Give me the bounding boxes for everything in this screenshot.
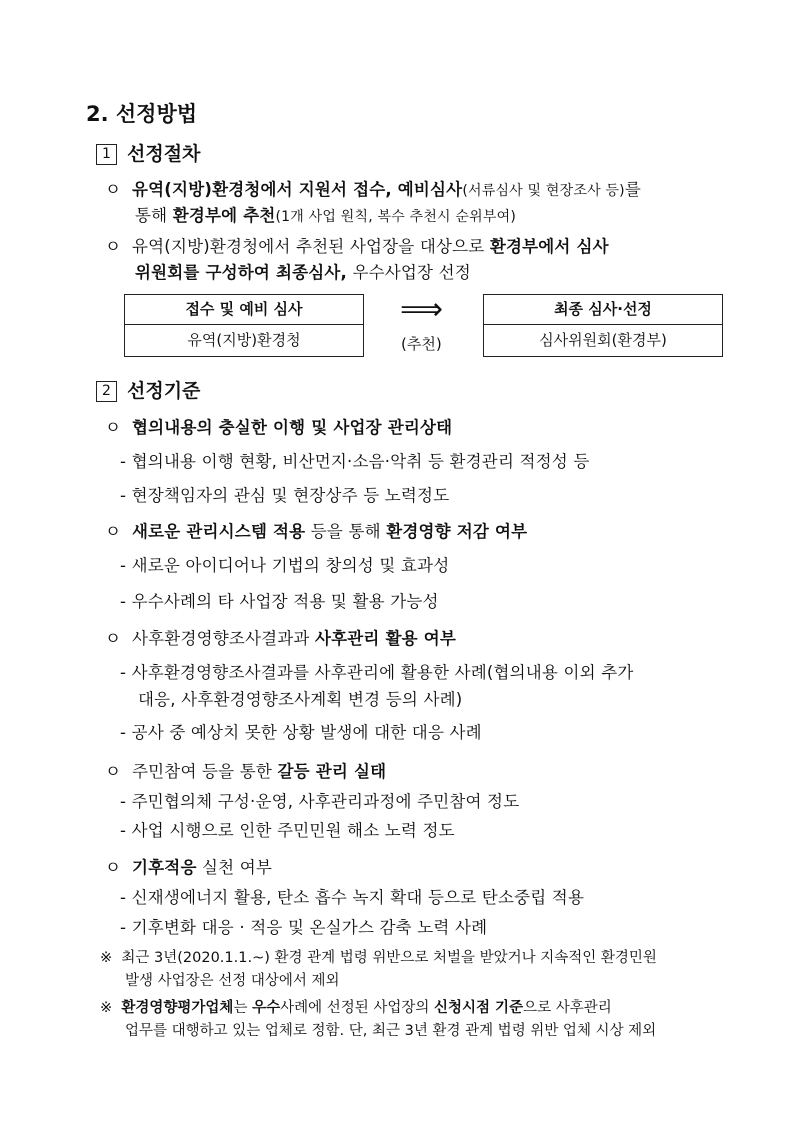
criterion-4-item-2: - 사업 시행으로 인한 주민민원 해소 노력 정도 [120, 821, 455, 840]
criterion-5-bold: 기후적응 [132, 858, 197, 877]
note-2-bold: 환경영향평가업체 [121, 1000, 234, 1016]
section-2-number: 2 [96, 381, 117, 402]
flow-box-final-title: 최종 심사·선정 [484, 295, 722, 325]
s1-b2-bold: 환경부에서 심사 [489, 237, 609, 256]
bullet-circle: ㅇ [105, 762, 122, 781]
note-2-bold-2: 우수 [252, 1000, 281, 1016]
criterion-2-title [105, 518, 527, 542]
s1-bullet-2-line-2 [135, 259, 471, 283]
criterion-2-text: 등을 통해 [310, 522, 381, 541]
criterion-1-item-1: - 협의내용 이행 현황, 비산먼지·소음·악취 등 환경관리 적정성 등 [120, 452, 590, 471]
criterion-3-text: 사후환경영향조사결과 [132, 629, 294, 648]
bullet-circle: ㅇ [105, 418, 122, 437]
criterion-5-text: 실천 여부 [202, 858, 273, 877]
s1-bullet-2-line-1 [105, 233, 609, 257]
note-2-line-1 [100, 996, 612, 1017]
criterion-item-text: 신재생에너지 활용, 탄소 흡수 녹지 확대 등으로 탄소중립 적용 [131, 888, 585, 907]
criterion-item-text: 사후환경영향조사결과를 사후관리에 활용한 사례(협의내용 이외 추가 [131, 663, 634, 682]
s1-b1-paren: (서류심사 및 현장조사 등) [462, 183, 625, 199]
bullet-circle: ㅇ [105, 858, 122, 877]
s1-b2-text-2: 우수사업장 선정 [352, 263, 471, 282]
reference-mark-icon: ※ [100, 1000, 113, 1016]
s1-bullet-1-line-1 [105, 176, 641, 200]
criterion-3-item-1-line-1: - 사후환경영향조사결과를 사후관리에 활용한 사례(협의내용 이외 추가 [120, 663, 634, 682]
flow-box-submission [124, 294, 364, 357]
criterion-3-bold: 사후관리 활용 여부 [315, 629, 457, 648]
s1-b2-text: 유역(지방)환경청에서 추천된 사업장을 대상으로 [132, 237, 485, 256]
criterion-4-item-1: - 주민협의체 구성·운영, 사후관리과정에 주민참여 정도 [120, 792, 520, 811]
s1-bullet-1-line-2 [135, 202, 516, 226]
note-1-line-2: 발생 사업장은 선정 대상에서 제외 [125, 973, 340, 989]
criterion-3-item-1-line-2: 대응, 사후환경영향조사계획 변경 등의 사례) [138, 690, 463, 709]
right-double-arrow-icon: ⟹ [400, 292, 444, 327]
note-2-line-2: 업무를 대행하고 있는 업체로 정함. 단, 최근 3년 환경 관계 법령 위반 업체 시상 제외 [125, 1023, 657, 1039]
criterion-2-bold-2: 환경영향 저감 여부 [386, 522, 528, 541]
criterion-1-title [105, 414, 452, 438]
criterion-item-text: 현장책임자의 관심 및 현장상주 등 노력정도 [131, 486, 450, 505]
section-1-label: 선정절차 [127, 143, 201, 165]
criterion-4-text: 주민참여 등을 통한 [132, 762, 273, 781]
bullet-circle: ㅇ [105, 629, 122, 648]
criterion-4-title [105, 758, 386, 782]
criterion-5-item-2: - 기후변화 대응 · 적응 및 온실가스 감축 노력 사례 [120, 918, 488, 937]
note-1-text: 최근 3년(2020.1.1.~) 환경 관계 법령 위반으로 처벌을 받았거나 지속적인 환경민원 [121, 950, 657, 966]
s1-b2-bold-2: 위원회를 구성하여 최종심사, [135, 263, 348, 282]
reference-mark-icon: ※ [100, 950, 113, 966]
criterion-4-bold: 갈등 관리 실태 [277, 762, 387, 781]
section-2-title [96, 376, 200, 403]
section-2-label: 선정기준 [127, 380, 201, 402]
criterion-5-title [105, 854, 272, 878]
criterion-2-bold: 새로운 관리시스템 적용 [132, 522, 306, 541]
bullet-circle: ㅇ [105, 180, 122, 199]
criterion-item-text: 주민협의체 구성·운영, 사후관리과정에 주민참여 정도 [131, 792, 520, 811]
flow-arrow-label: (추천) [401, 335, 442, 353]
note-2-bold-3: 신청시점 기준 [433, 1000, 524, 1016]
criterion-item-text: 사업 시행으로 인한 주민민원 해소 노력 정도 [131, 821, 455, 840]
flow-box-final [483, 294, 723, 357]
criterion-item-text: 새로운 아이디어나 기법의 창의성 및 효과성 [131, 556, 450, 575]
criterion-2-item-1: - 새로운 아이디어나 기법의 창의성 및 효과성 [120, 556, 450, 575]
s1-b1-text-bold: 유역(지방)환경청에서 지원서 접수, 예비심사 [132, 180, 463, 199]
page-heading: 2. 선정방법 [86, 102, 198, 126]
flow-box-submission-title: 접수 및 예비 심사 [125, 295, 363, 325]
criterion-item-text: 우수사례의 타 사업장 적용 및 활용 가능성 [131, 592, 439, 611]
bullet-circle: ㅇ [105, 522, 122, 541]
s1-b1-paren-2: (1개 사업 원칙, 복수 추천시 순위부여) [275, 209, 516, 225]
section-1-title [96, 139, 200, 166]
note-2-text-2: 사례에 선정된 사업장의 [280, 1000, 430, 1016]
criterion-2-item-2: - 우수사례의 타 사업장 적용 및 활용 가능성 [120, 592, 439, 611]
criterion-item-text: 기후변화 대응 · 적응 및 온실가스 감축 노력 사례 [131, 918, 488, 937]
criterion-3-title: ㅇ 사후환경영향조사결과과 사후관리 활용 여부 [105, 629, 457, 648]
s1-b1-text-2: 통해 [135, 206, 168, 225]
flow-box-final-body: 심사위원회(환경부) [539, 331, 667, 349]
note-2-text-3: 으로 사후관리 [523, 1000, 612, 1016]
flow-box-submission-body: 유역(지방)환경청 [187, 331, 301, 349]
section-1-number: 1 [96, 144, 117, 165]
bullet-circle: ㅇ [105, 237, 122, 256]
note-2-text: 는 [233, 1000, 248, 1016]
criterion-5-item-1: - 신재생에너지 활용, 탄소 흡수 녹지 확대 등으로 탄소중립 적용 [120, 888, 585, 907]
s1-b1-tail: 를 [624, 180, 641, 199]
criterion-1-text: 협의내용의 충실한 이행 및 사업장 관리상태 [132, 418, 453, 437]
s1-b1-bold-2: 환경부에 추천 [172, 206, 276, 225]
criterion-1-item-2: - 현장책임자의 관심 및 현장상주 등 노력정도 [120, 486, 450, 505]
note-1-line-1 [100, 946, 657, 967]
criterion-item-text: 공사 중 예상치 못한 상황 발생에 대한 대응 사례 [131, 723, 482, 742]
criterion-3-item-2: - 공사 중 예상치 못한 상황 발생에 대한 대응 사례 [120, 723, 482, 742]
criterion-item-text: 협의내용 이행 현황, 비산먼지·소음·악취 등 환경관리 적정성 등 [131, 452, 590, 471]
